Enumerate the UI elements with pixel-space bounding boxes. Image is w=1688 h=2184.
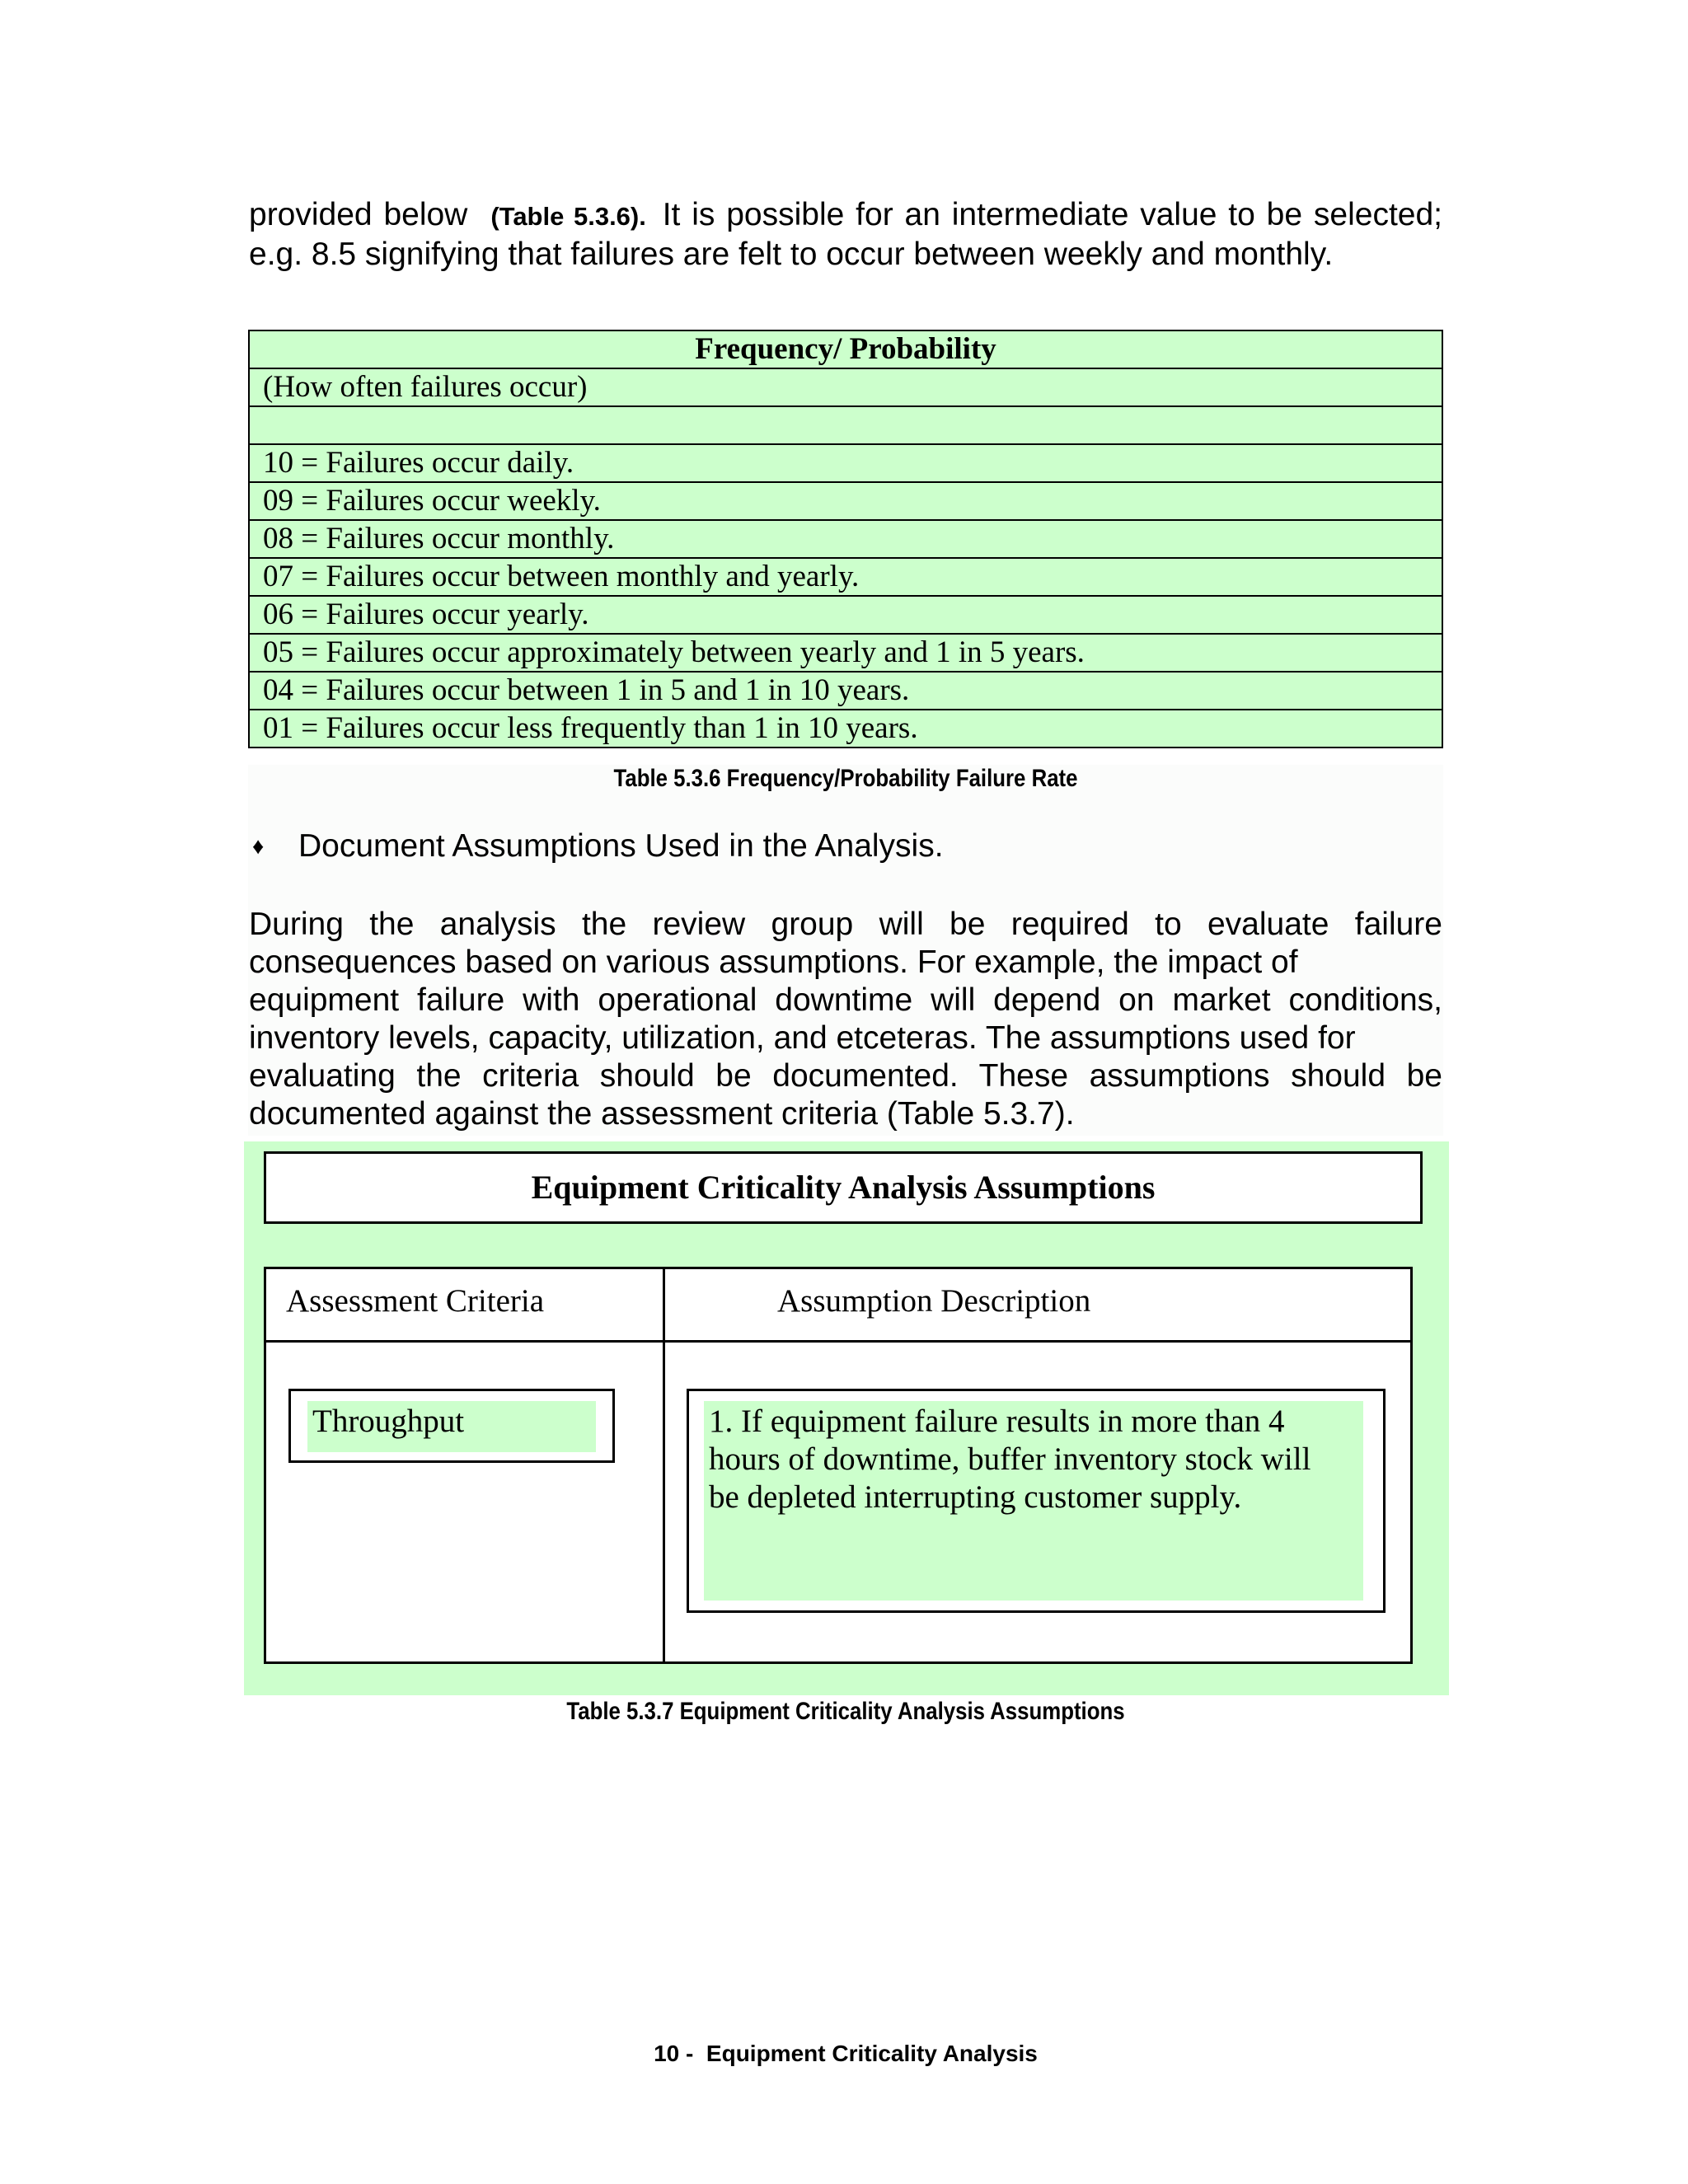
- intro-table-reference: (Table 5.3.6).: [490, 202, 646, 231]
- table-header-row: [249, 330, 1442, 368]
- intro-text-before: provided below: [249, 197, 468, 232]
- assumptions-table-frame: [244, 1141, 1449, 1695]
- description-line: be depleted interrupting customer supply.: [709, 1479, 1242, 1515]
- header-divider: [266, 1340, 1410, 1343]
- table-blank-cell: [249, 406, 1442, 444]
- description-value: [704, 1401, 1363, 1601]
- paragraph-line: inventory levels, capacity, utilization, and etceteras. The assumptions used for: [249, 1020, 1356, 1056]
- table-header: Frequency/ Probability: [249, 330, 1442, 368]
- intro-paragraph: [249, 196, 1442, 274]
- table-row: [249, 406, 1442, 444]
- assumptions-paragraph: [249, 906, 1442, 1133]
- paragraph-line: documented against the assessment criteria (Table 5.3.7).: [249, 1096, 1075, 1132]
- table-row: [249, 520, 1442, 558]
- description-line: hours of downtime, buffer inventory stock will: [709, 1441, 1311, 1477]
- page-footer: 10 - Equipment Criticality Analysis: [654, 2041, 1038, 2066]
- bullet-text: Document Assumptions Used in the Analysis.: [298, 828, 944, 864]
- assumptions-table-grid: [264, 1267, 1413, 1664]
- column-header-criteria: Assessment Criteria: [286, 1283, 545, 1319]
- criteria-field: [288, 1389, 615, 1463]
- table-row: [249, 710, 1442, 748]
- criteria-value: Throughput: [307, 1401, 596, 1452]
- table-row: [249, 634, 1442, 672]
- table-row: [249, 482, 1442, 520]
- table-row: [249, 672, 1442, 710]
- table-cell: 01 = Failures occur less frequently than 1 in 10 years.: [249, 710, 1442, 748]
- table-caption-frequency: Table 5.3.6 Frequency/Probability Failure Rate: [613, 765, 1078, 792]
- paragraph-line: evaluating the criteria should be documented. These assumptions should be: [249, 1058, 1442, 1094]
- diamond-bullet-icon: ♦: [252, 833, 265, 859]
- table-subheader: (How often failures occur): [249, 368, 1442, 406]
- paragraph-line: During the analysis the review group will be required to evaluate failure: [249, 907, 1442, 942]
- column-header-description: Assumption Description: [777, 1283, 1091, 1319]
- intro-text-after: It is possible for an intermediate value to be selected; e.g. 8.5 signifying that failures are felt to occur between weekly and monthly.: [249, 197, 1442, 272]
- frequency-probability-table: [248, 330, 1443, 748]
- assumptions-table-title: Equipment Criticality Analysis Assumptions: [264, 1151, 1423, 1224]
- table-cell: 08 = Failures occur monthly.: [249, 520, 1442, 558]
- table-cell: 10 = Failures occur daily.: [249, 444, 1442, 482]
- column-divider: [663, 1269, 665, 1661]
- paragraph-line: equipment failure with operational downtime will depend on market conditions,: [249, 982, 1442, 1018]
- paragraph-line: consequences based on various assumptions. For example, the impact of: [249, 944, 1298, 980]
- description-field: [687, 1389, 1386, 1613]
- table-cell: 05 = Failures occur approximately between yearly and 1 in 5 years.: [249, 634, 1442, 672]
- table-row: [249, 558, 1442, 596]
- table-row: [249, 444, 1442, 482]
- description-line: 1. If equipment failure results in more than 4: [709, 1404, 1285, 1439]
- table-cell: 04 = Failures occur between 1 in 5 and 1 in 10 years.: [249, 672, 1442, 710]
- bullet-item: [252, 827, 944, 865]
- table-cell: 06 = Failures occur yearly.: [249, 596, 1442, 634]
- table-cell: 09 = Failures occur weekly.: [249, 482, 1442, 520]
- table-subheader-row: [249, 368, 1442, 406]
- table-row: [249, 596, 1442, 634]
- table-cell: 07 = Failures occur between monthly and yearly.: [249, 558, 1442, 596]
- table-caption-assumptions: Table 5.3.7 Equipment Criticality Analysis Assumptions: [566, 1698, 1125, 1725]
